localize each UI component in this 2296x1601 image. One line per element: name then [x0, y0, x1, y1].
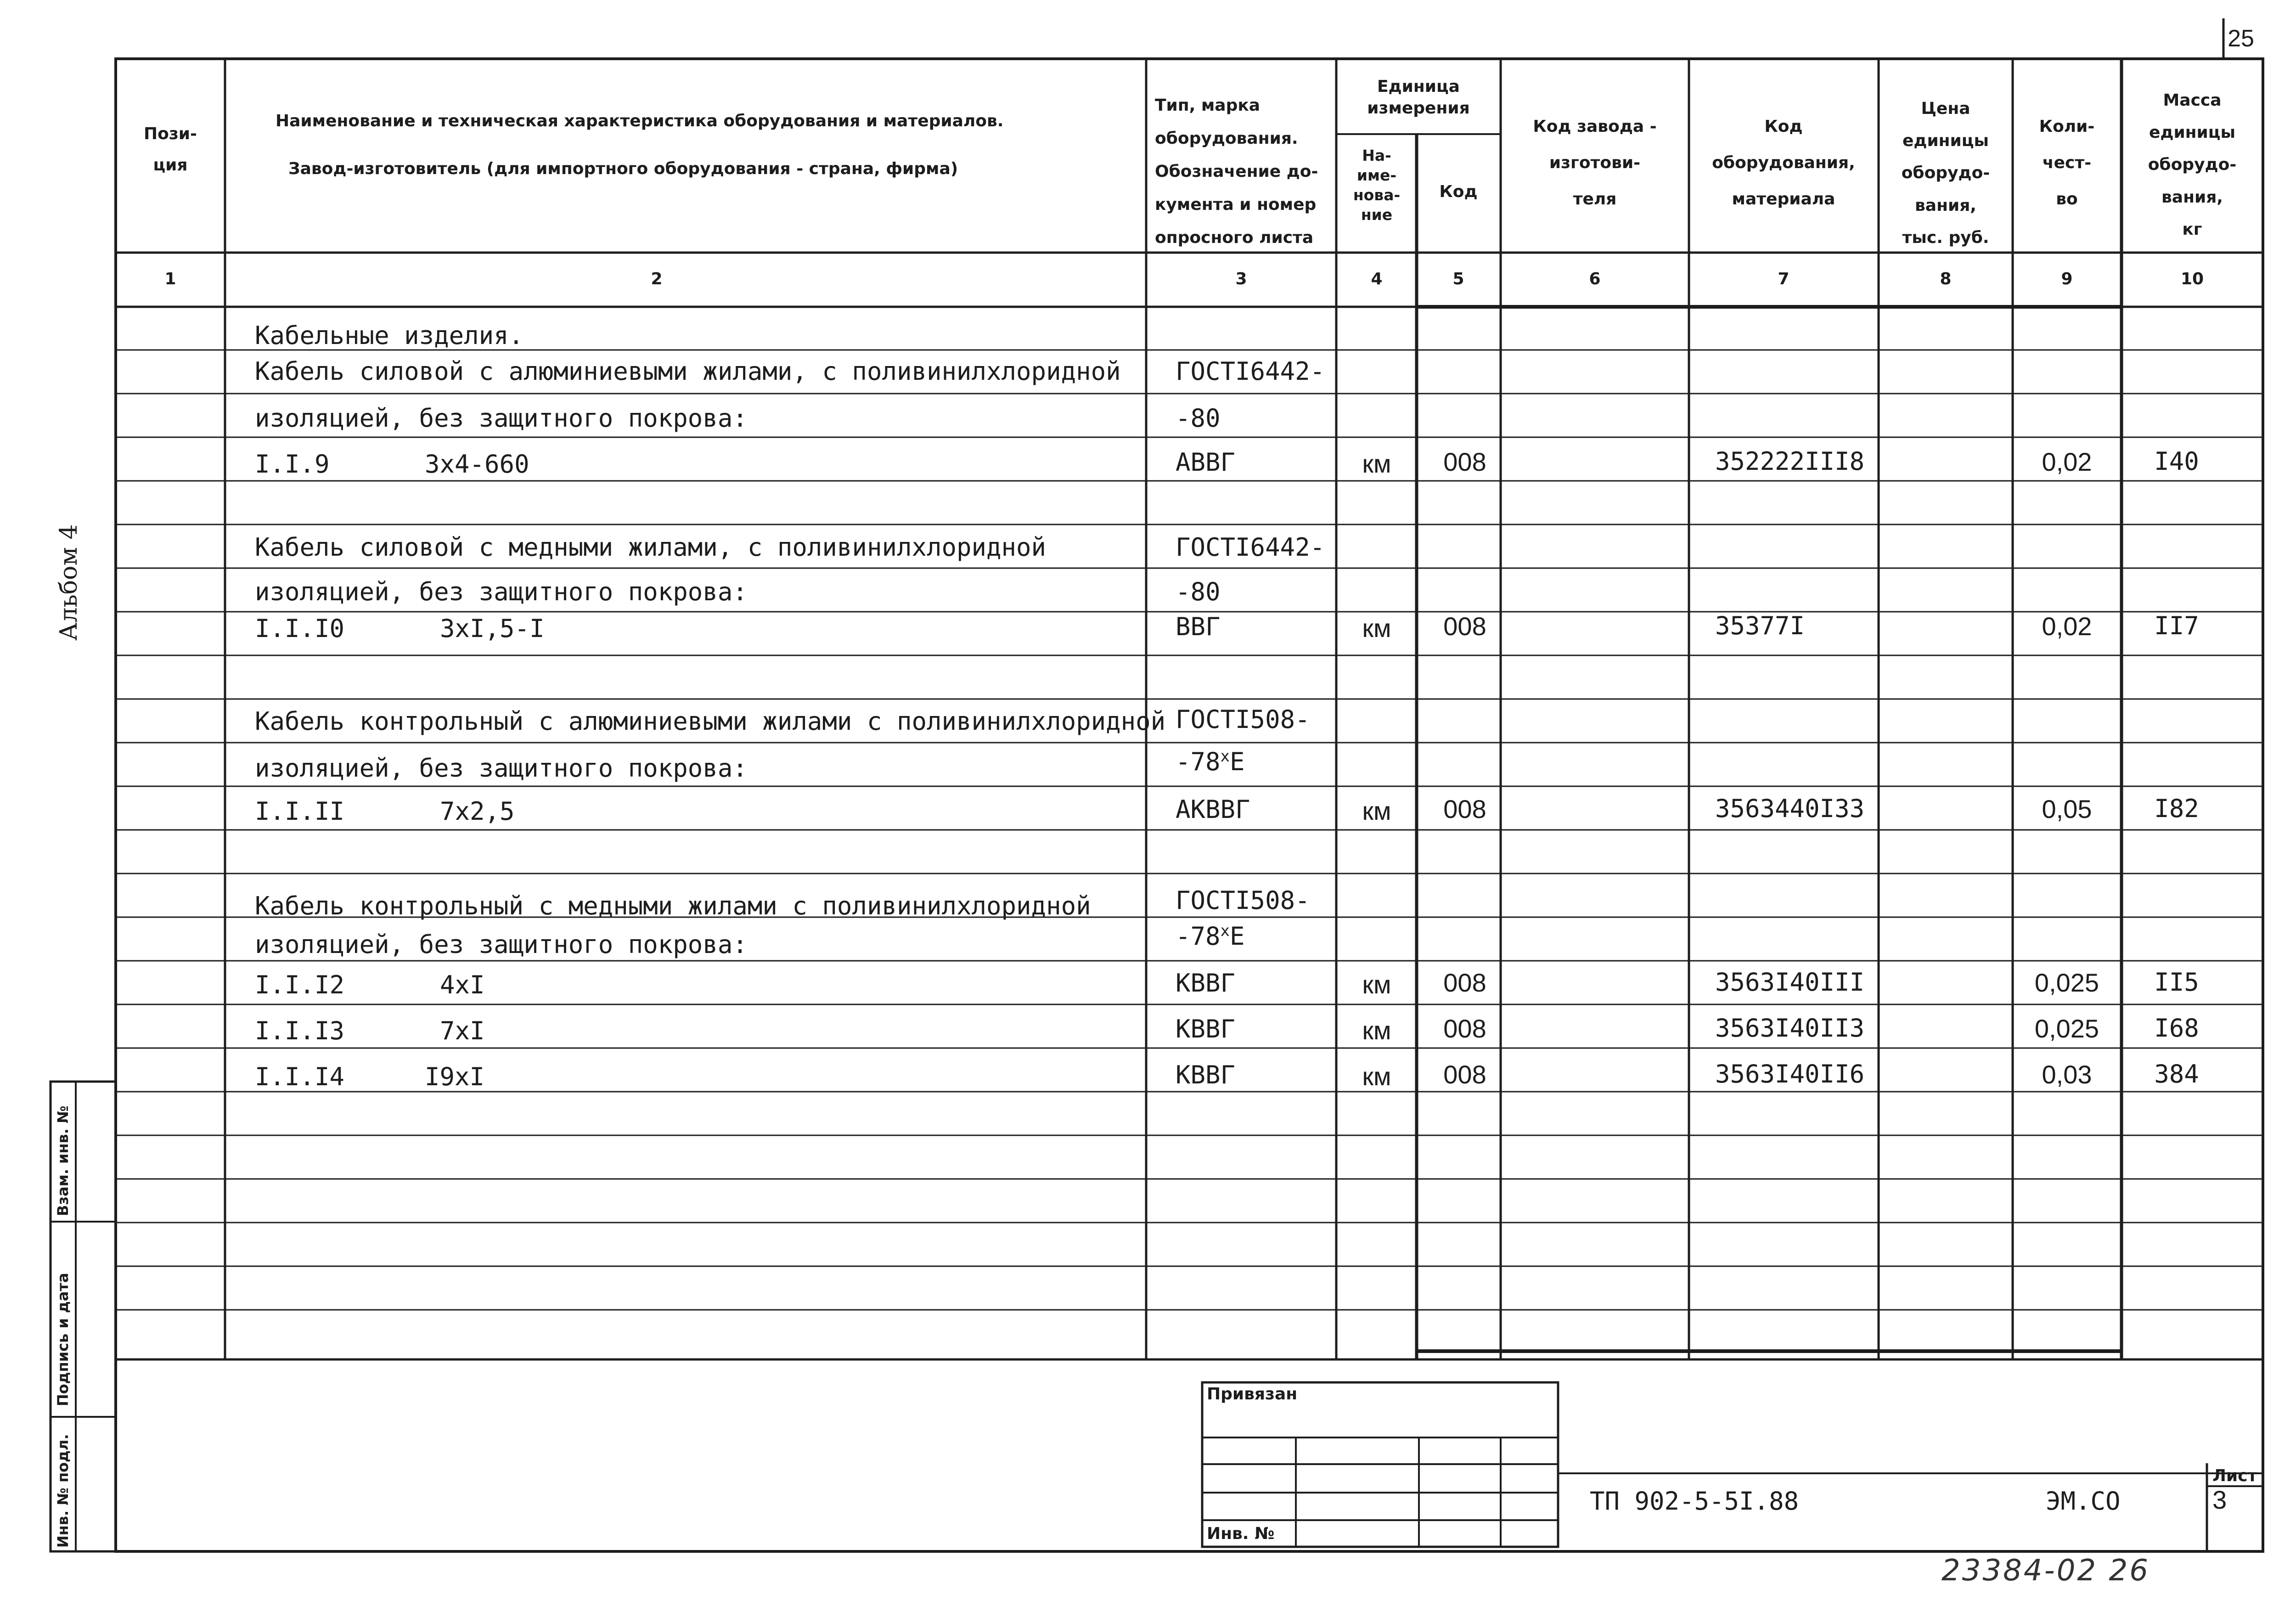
item-equipment-code: 3563440I33 — [1715, 794, 1865, 823]
item-unit: км — [1362, 796, 1391, 825]
item-equipment-code: 352222III8 — [1715, 447, 1865, 476]
stamp-mark: ЭМ.СО — [2046, 1487, 2121, 1516]
item-unit-code: 008 — [1443, 968, 1486, 997]
item-mass: 384 — [2154, 1060, 2199, 1088]
item-standard: $-78^хЕ$ — [1176, 747, 1245, 776]
item-unit-code: 008 — [1443, 447, 1486, 476]
header-unit-name: На- име- нова- ние — [1353, 147, 1401, 224]
item-quantity: 0,03 — [2042, 1060, 2092, 1089]
item-equipment-code: 3563I40II6 — [1715, 1060, 1865, 1088]
item-equipment-code: 3563I40III — [1715, 968, 1865, 997]
item-position: I.I.II — [255, 797, 345, 826]
item-standard: ГОСТI6442- — [1176, 357, 1325, 386]
header-type: Тип, марка оборудования. Обозначение до- кумента и номер опросного листа — [1155, 96, 1318, 247]
stamp-privyazan: Привязан — [1207, 1385, 1298, 1404]
item-description: Кабель силовой с медными жилами, с поливинилхлоридной — [255, 533, 1047, 562]
item-spec: I9хI — [425, 1062, 485, 1091]
side-label-vzam: Взам. инв. № — [54, 1105, 72, 1216]
item-mass: II7 — [2154, 611, 2199, 640]
header-name-line1: Наименование и техническая характеристика оборудования и материалов. — [276, 112, 1004, 130]
header-price: Цена единицы оборудо- вания, тыс. руб. — [1901, 99, 1990, 247]
side-label-podpis: Подпись и дата — [54, 1273, 72, 1406]
item-description: Кабель контрольный с медными жилами с поливинилхлоридной — [255, 891, 1091, 920]
side-label-inv-podl: Инв. № подл. — [54, 1434, 72, 1548]
item-description: изоляцией, без защитного покрова: — [255, 930, 748, 959]
item-position: I.I.I0 — [255, 614, 345, 643]
item-description: изоляцией, без защитного покрова: — [255, 754, 748, 783]
item-unit-code: 008 — [1443, 1060, 1486, 1089]
item-standard: -80 — [1176, 577, 1221, 606]
item-description: изоляцией, без защитного покрова: — [255, 404, 748, 433]
item-spec: 3хI,5-I — [440, 614, 545, 643]
stamp-inv-number: Инв. № — [1207, 1524, 1275, 1543]
item-spec: 4хI — [440, 970, 485, 999]
header-name-line2: Завод-изготовитель (для импортного оборудования - страна, фирма) — [288, 159, 958, 178]
stamp-sheet-number: 3 — [2212, 1485, 2227, 1514]
item-position: I.I.I2 — [255, 970, 345, 999]
col-number-7: 7 — [1778, 270, 1790, 288]
header-position: Пози- ция — [144, 124, 197, 175]
col-number-6: 6 — [1589, 270, 1601, 288]
item-type: КВВГ — [1176, 1015, 1236, 1043]
item-standard: $-78^хЕ$ — [1176, 922, 1245, 951]
stamp-sheet-label: Лист — [2212, 1466, 2257, 1485]
col-number-5: 5 — [1452, 270, 1464, 288]
item-unit-code: 008 — [1443, 1014, 1486, 1043]
item-standard: -80 — [1176, 404, 1221, 433]
col-number-8: 8 — [1940, 270, 1952, 288]
item-quantity: 0,025 — [2034, 968, 2099, 997]
header-equipment-code: Код оборудования, материала — [1712, 117, 1855, 209]
item-quantity: 0,025 — [2034, 1014, 2099, 1043]
item-unit: км — [1362, 614, 1391, 643]
col-number-10: 10 — [2180, 270, 2204, 288]
item-standard: ГОСТI508- — [1176, 705, 1310, 734]
item-description: изоляцией, без защитного покрова: — [255, 577, 748, 606]
item-position: I.I.I4 — [255, 1062, 345, 1091]
item-mass: II5 — [2154, 968, 2199, 997]
col-number-3: 3 — [1235, 270, 1247, 288]
item-spec: 7х2,5 — [440, 797, 515, 826]
col-number-2: 2 — [651, 270, 663, 288]
item-mass: I40 — [2154, 447, 2199, 476]
header-factory-code: Код завода - изготови- теля — [1533, 117, 1657, 209]
col-number-1: 1 — [164, 270, 176, 288]
page-number: 25 — [2228, 25, 2254, 52]
item-quantity: 0,05 — [2042, 795, 2092, 823]
col-number-9: 9 — [2061, 270, 2073, 288]
item-quantity: 0,02 — [2042, 447, 2092, 476]
handwritten-number: 23384-02 26 — [1941, 1554, 2150, 1588]
item-unit: км — [1362, 970, 1391, 999]
item-type: КВВГ — [1176, 1060, 1236, 1089]
col-number-4: 4 — [1371, 270, 1383, 288]
item-standard: ГОСТI6442- — [1176, 533, 1325, 562]
header-mass: Масса единицы оборудо- вания, кг — [2148, 91, 2237, 239]
item-unit-code: 008 — [1443, 612, 1486, 641]
item-description: Кабель контрольный с алюминиевыми жилами с поливинилхлоридной — [255, 707, 1166, 736]
header-unit-group: Единица измерения — [1367, 77, 1470, 118]
album-label: Альбом 4 — [55, 524, 83, 641]
item-type: АКВВГ — [1176, 795, 1250, 824]
item-description: Кабель силовой с алюминиевыми жилами, с поливинилхлоридной — [255, 357, 1121, 386]
item-type: ВВГ — [1176, 612, 1221, 641]
item-mass: I68 — [2154, 1014, 2199, 1043]
header-quantity: Коли- чест- во — [2039, 117, 2095, 209]
item-unit-code: 008 — [1443, 795, 1486, 823]
item-type: КВВГ — [1176, 969, 1236, 998]
item-position: I.I.I3 — [255, 1016, 345, 1045]
item-unit: км — [1362, 1062, 1391, 1091]
item-type: АВВГ — [1176, 448, 1236, 477]
item-equipment-code: 3563I40II3 — [1715, 1014, 1865, 1043]
item-unit: км — [1362, 1016, 1391, 1045]
item-position: I.I.9 — [255, 450, 330, 479]
item-quantity: 0,02 — [2042, 612, 2092, 641]
stamp-doc-code: ТП 902-5-5I.88 — [1590, 1487, 1799, 1516]
item-mass: I82 — [2154, 794, 2199, 823]
header-unit-code: Код — [1439, 182, 1478, 201]
item-equipment-code: 35377I — [1715, 611, 1805, 640]
item-unit: км — [1362, 449, 1391, 478]
section-title: Кабельные изделия. — [255, 321, 524, 350]
item-spec: 3х4-660 — [425, 450, 529, 479]
item-standard: ГОСТI508- — [1176, 886, 1310, 915]
item-spec: 7хI — [440, 1016, 485, 1045]
